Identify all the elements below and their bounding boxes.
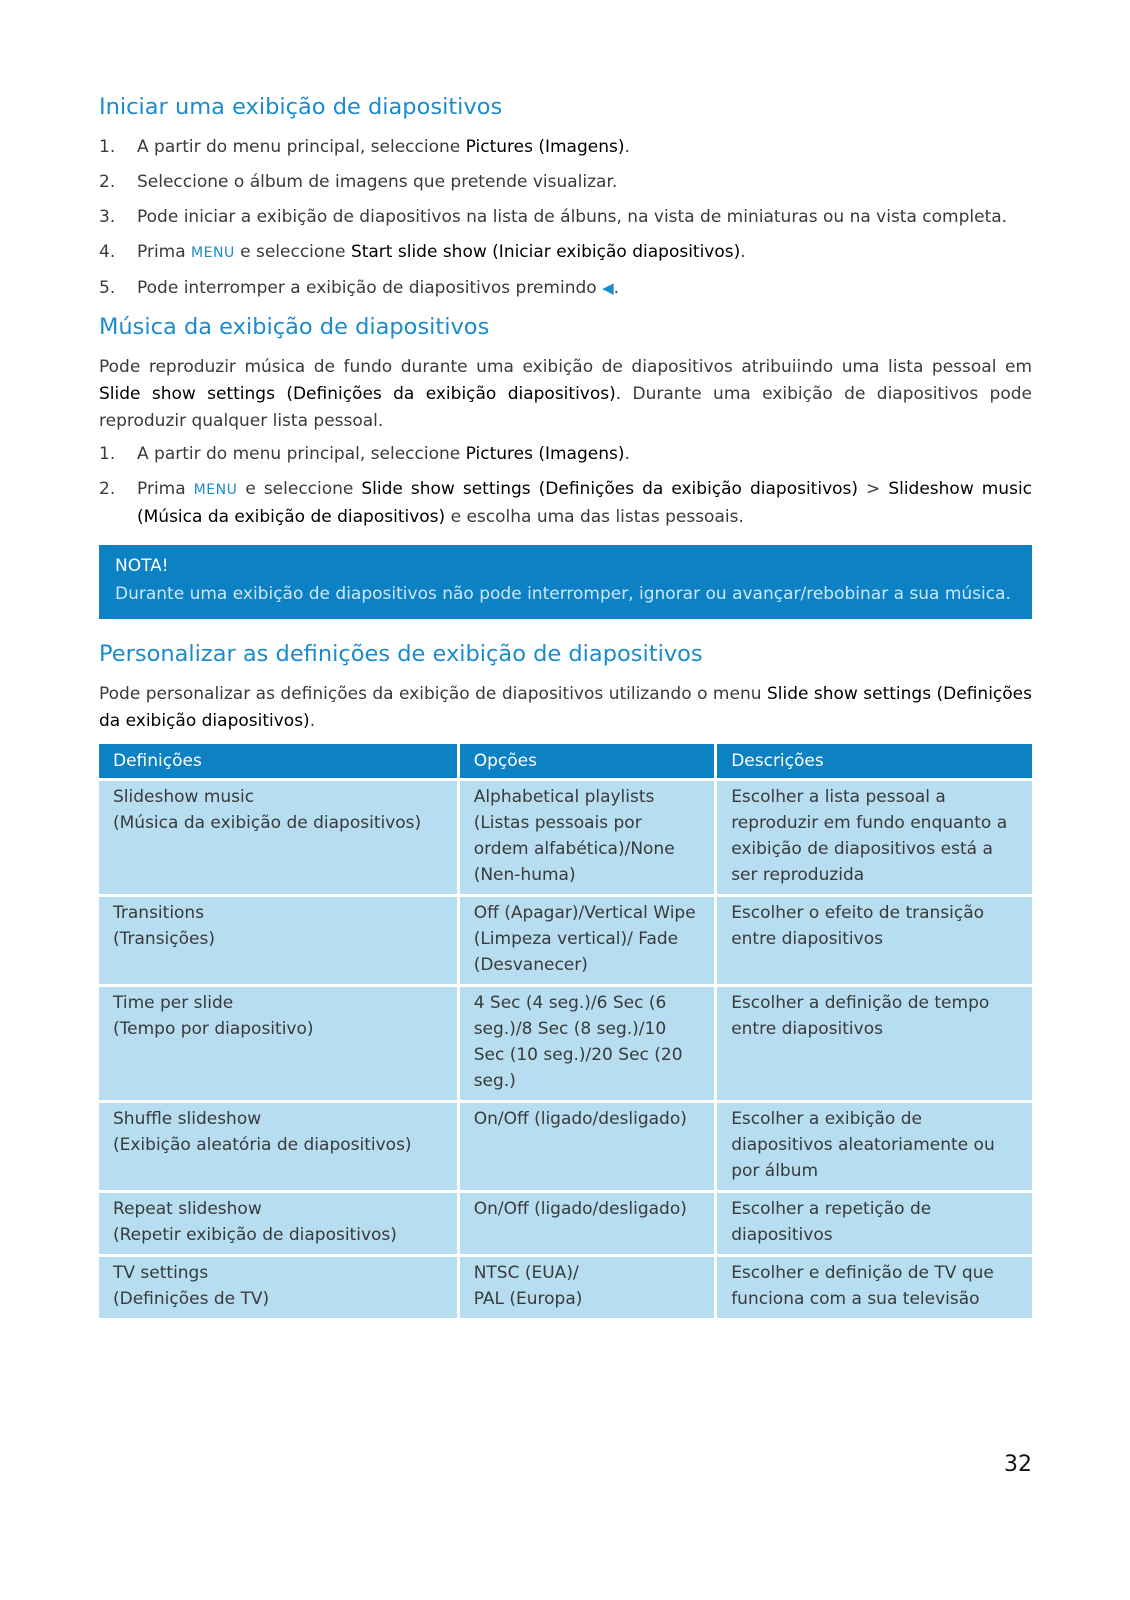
step-bold-text: Pictures (Imagens)	[465, 444, 625, 464]
step-bold-text: Start slide show (Iniciar exibição diapositivos)	[350, 242, 741, 262]
settings-table	[96, 741, 1035, 1321]
table-cell: Escolher e definição de TV que funciona com a sua televisão	[717, 1257, 1032, 1318]
step-number: 4.	[99, 242, 116, 262]
table-row	[99, 987, 1032, 1100]
table-cell: Transitions (Transições)	[99, 897, 457, 984]
table-cell: Repeat slideshow (Repetir exibição de diapositivos)	[99, 1193, 457, 1254]
list-item	[99, 134, 1032, 161]
section-title-customize-settings: Personalizar as definições de exibição de diapositivos	[99, 641, 703, 667]
intro-text: Pode personalizar as definições da exibição de diapositivos utilizando o menu	[99, 684, 767, 704]
intro-bold-text: Slide show settings (Definições da exibição diapositivos)	[99, 684, 1032, 731]
intro-text: .	[309, 711, 316, 731]
step-bold-text: Pictures (Imagens)	[465, 137, 625, 157]
step-text: e seleccione	[237, 479, 362, 499]
step-text: Prima	[137, 479, 194, 499]
step-text: Pode iniciar a exibição de diapositivos na lista de álbuns, na vista de miniaturas ou na vista completa.	[137, 207, 1008, 227]
step-text: A partir do menu principal, seleccione	[137, 137, 466, 157]
table-header-row	[99, 744, 1032, 778]
table-row	[99, 781, 1032, 894]
step-text: .	[613, 278, 620, 298]
step-number: 1.	[99, 444, 116, 464]
section-title-slideshow-music: Música da exibição de diapositivos	[99, 314, 490, 340]
table-cell: Shuffle slideshow (Exibição aleatória de diapositivos)	[99, 1103, 457, 1190]
note-title: NOTA!	[115, 556, 169, 576]
table-row	[99, 1193, 1032, 1254]
step-text: .	[624, 137, 630, 157]
step-bold-text: Slide show settings (Definições da exibição diapositivos)	[361, 479, 859, 499]
table-cell: NTSC (EUA)/ PAL (Europa)	[460, 1257, 714, 1318]
start-slideshow-steps	[99, 134, 1032, 302]
step-text: .	[740, 242, 746, 262]
page-number: 32	[1004, 1452, 1032, 1477]
back-triangle-icon: ◀	[602, 279, 614, 297]
table-row	[99, 1257, 1032, 1318]
column-header: Opções	[460, 744, 714, 778]
table-cell: TV settings (Definições de TV)	[99, 1257, 457, 1318]
intro-bold-text: Slide show settings (Definições da exibição diapositivos)	[99, 384, 616, 404]
intro-text: . Durante uma exibição de diapositivos pode reproduzir qualquer lista pessoal.	[99, 384, 1032, 431]
slideshow-music-steps	[99, 441, 1032, 531]
page-content	[99, 92, 1032, 1321]
step-bold-text: Slideshow music (Música da exibição de diapositivos)	[137, 479, 1033, 527]
table-cell: Escolher a exibição de diapositivos aleatoriamente ou por álbum	[717, 1103, 1032, 1190]
table-cell: Time per slide (Tempo por diapositivo)	[99, 987, 457, 1100]
table-cell: On/Off (ligado/desligado)	[460, 1103, 714, 1190]
list-item	[99, 476, 1032, 531]
section-title-start-slideshow: Iniciar uma exibição de diapositivos	[99, 94, 503, 120]
list-item	[99, 441, 1032, 468]
table-cell: Slideshow music (Música da exibição de diapositivos)	[99, 781, 457, 894]
table-cell: Off (Apagar)/Vertical Wipe (Limpeza vertical)/ Fade (Desvanecer)	[460, 897, 714, 984]
step-separator: >	[858, 479, 889, 499]
table-row	[99, 897, 1032, 984]
table-cell: On/Off (ligado/desligado)	[460, 1193, 714, 1254]
customize-settings-intro	[99, 681, 1032, 735]
list-item	[99, 239, 1032, 267]
step-text: e escolha uma das listas pessoais.	[445, 507, 744, 527]
list-item	[99, 204, 1032, 231]
table-cell: Escolher a repetição de diapositivos	[717, 1193, 1032, 1254]
note-box	[99, 545, 1032, 619]
note-body: Durante uma exibição de diapositivos não pode interromper, ignorar ou avançar/rebobinar a sua música.	[115, 584, 1011, 604]
step-number: 2.	[99, 479, 116, 499]
step-text: Prima	[137, 242, 192, 262]
menu-key-label: MENU	[191, 245, 235, 261]
intro-text: Pode reproduzir música de fundo durante uma exibição de diapositivos atribuiindo uma lista pessoal em	[99, 357, 1032, 377]
column-header: Definições	[99, 744, 457, 778]
slideshow-music-intro	[99, 354, 1032, 435]
step-number: 5.	[99, 278, 116, 298]
table-cell: Escolher a definição de tempo entre diapositivos	[717, 987, 1032, 1100]
step-text: A partir do menu principal, seleccione	[137, 444, 466, 464]
step-text: Pode interromper a exibição de diapositivos premindo	[137, 278, 603, 298]
table-cell: Alphabetical playlists (Listas pessoais por ordem alfabética)/None (Nen-huma)	[460, 781, 714, 894]
step-text: e seleccione	[234, 242, 351, 262]
table-cell: Escolher o efeito de transição entre diapositivos	[717, 897, 1032, 984]
menu-key-label: MENU	[193, 482, 238, 498]
list-item	[99, 169, 1032, 196]
table-row	[99, 1103, 1032, 1190]
column-header: Descrições	[717, 744, 1032, 778]
table-cell: Escolher a lista pessoal a reproduzir em fundo enquanto a exibição de diapositivos está a ser reproduzida	[717, 781, 1032, 894]
step-number: 3.	[99, 207, 116, 227]
table-cell: 4 Sec (4 seg.)/6 Sec (6 seg.)/8 Sec (8 seg.)/10 Sec (10 seg.)/20 Sec (20 seg.)	[460, 987, 714, 1100]
step-text: Seleccione o álbum de imagens que pretende visualizar.	[137, 172, 618, 192]
step-text: .	[624, 444, 630, 464]
step-number: 2.	[99, 172, 116, 192]
step-number: 1.	[99, 137, 116, 157]
list-item	[99, 275, 1032, 302]
